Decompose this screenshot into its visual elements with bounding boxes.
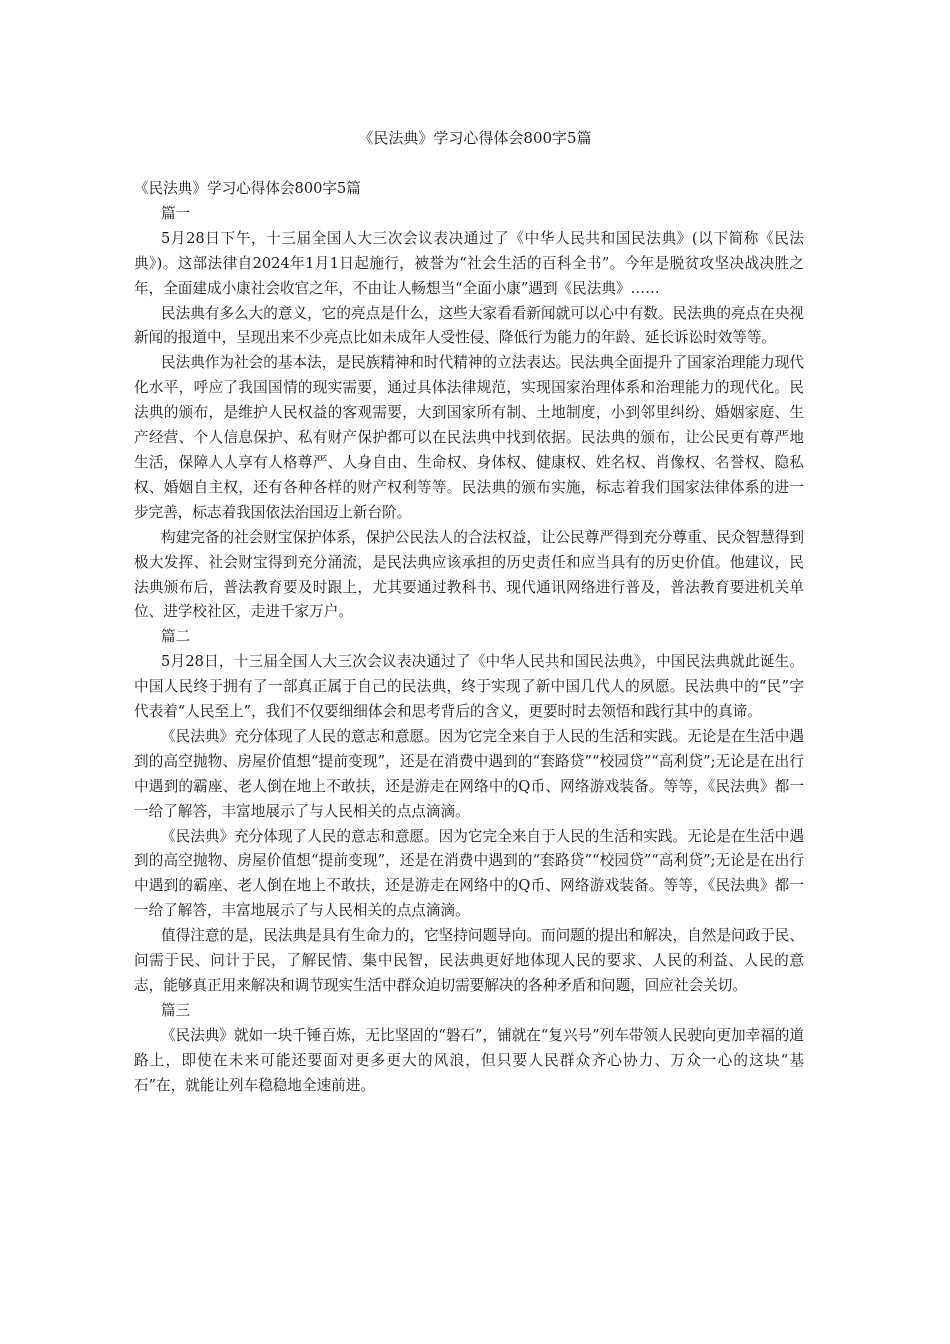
paragraph: 值得注意的是，民法典是具有生命力的，它坚持问题导向。而问题的提出和解决，自然是问政于民、问需于民、问计于民，了解民情、集中民智，民法典更好地体现人民的要求、人民的利益、人民的意志，能够真正用来解决和调节现实生活中群众迫切需要解决的各种矛盾和问题，回应社会关切。 (134, 927, 804, 994)
section-label-1: 篇一 (161, 204, 191, 222)
paragraph: 《民法典》充分体现了人民的意志和意愿。因为它完全来自于人民的生活和实践。无论是在生活中遇到的高空抛物、房屋价值想“提前变现”，还是在消费中遇到的“套路贷”“校园贷”“高利贷”;无论是在出行中遇到的霸座、老人倒在地上不敢扶，还是游走在网络中的Q币、网络游戏装备。等等，《民法典》都一一给了解答，丰富地展示了与人民相关的点点滴滴。 (134, 727, 804, 820)
document-body (134, 177, 804, 1099)
paragraph: 民法典有多么大的意义，它的亮点是什么，这些大家看看新闻就可以心中有数。民法典的亮点在央视新闻的报道中，呈现出来不少亮点比如未成年人受性侵、降低行为能力的年龄、延长诉讼时效等等。 (134, 304, 804, 347)
document-title: 《民法典》学习心得体会800字5篇 (358, 129, 592, 147)
intro-heading: 《民法典》学习心得体会800字5篇 (134, 180, 361, 197)
paragraph: 《民法典》就如一块千锤百炼，无比坚固的“磐石”，铺就在“复兴号”列车带领人民驶向更加幸福的道路上，即使在未来可能还要面对更多更大的风浪，但只要人民群众齐心协力、万众一心的这块“基石”在，就能让列车稳稳地全速前进。 (134, 1026, 804, 1094)
paragraph: 5月28日，十三届全国人大三次会议表决通过了《中华人民共和国民法典》，中国民法典就此诞生。中国人民终于拥有了一部真正属于自己的民法典，终于实现了新中国几代人的夙愿。民法典中的“民”字代表着“人民至上”，我们不仅要细细体会和思考背后的含义，更要时时去领悟和践行其中的真谛。 (134, 653, 804, 721)
paragraph: 《民法典》充分体现了人民的意志和意愿。因为它完全来自于人民的生活和实践。无论是在生活中遇到的高空抛物、房屋价值想“提前变现”，还是在消费中遇到的“套路贷”“校园贷”“高利贷”;无论是在出行中遇到的霸座、老人倒在地上不敢扶，还是游走在网络中的Q币、网络游戏装备。等等，《民法典》都一一给了解答，丰富地展示了与人民相关的点点滴滴。 (134, 827, 804, 920)
paragraph: 构建完备的社会财宝保护体系，保护公民法人的合法权益，让公民尊严得到充分尊重、民众智慧得到极大发挥、社会财宝得到充分涌流，是民法典应该承担的历史责任和应当具有的历史价值。他建议，民法典颁布后，普法教育要及时跟上，尤其要通过教科书、现代通讯网络进行普及，普法教育要进机关单位、进学校社区，走进千家万户。 (134, 528, 804, 621)
paragraph: 5月28日下午，十三届全国人大三次会议表决通过了《中华人民共和国民法典》(以下简称《民法典》)。这部法律自2024年1月1日起施行，被誉为“社会生活的百科全书”。今年是脱贫攻坚决战决胜之年，全面建成小康社会收官之年，不由让人畅想当“全面小康”遇到《民法典》…… (134, 229, 804, 297)
section-label-2: 篇二 (161, 628, 191, 646)
paragraph: 民法典作为社会的基本法，是民族精神和时代精神的立法表达。民法典全面提升了国家治理能力现代化水平，呼应了我国国情的现实需要，通过具体法律规范，实现国家治理体系和治理能力的现代化。民法典的颁布，是维护人民权益的客观需要，大到国家所有制、土地制度，小到邻里纠纷、婚姻家庭、生产经营、个人信息保护、私有财产保护都可以在民法典中找到依据。民法典的颁布，让公民更有尊严地生活，保障人人享有人格尊严、人身自由、生命权、身体权、健康权、姓名权、肖像权、名誉权、隐私权、婚姻自主权，还有各种各样的财产权利等等。民法典的颁布实施，标志着我们国家法律体系的进一步完善，标志着我国依法治国迈上新台阶。 (134, 354, 804, 521)
section-label-3: 篇三 (161, 1001, 191, 1019)
